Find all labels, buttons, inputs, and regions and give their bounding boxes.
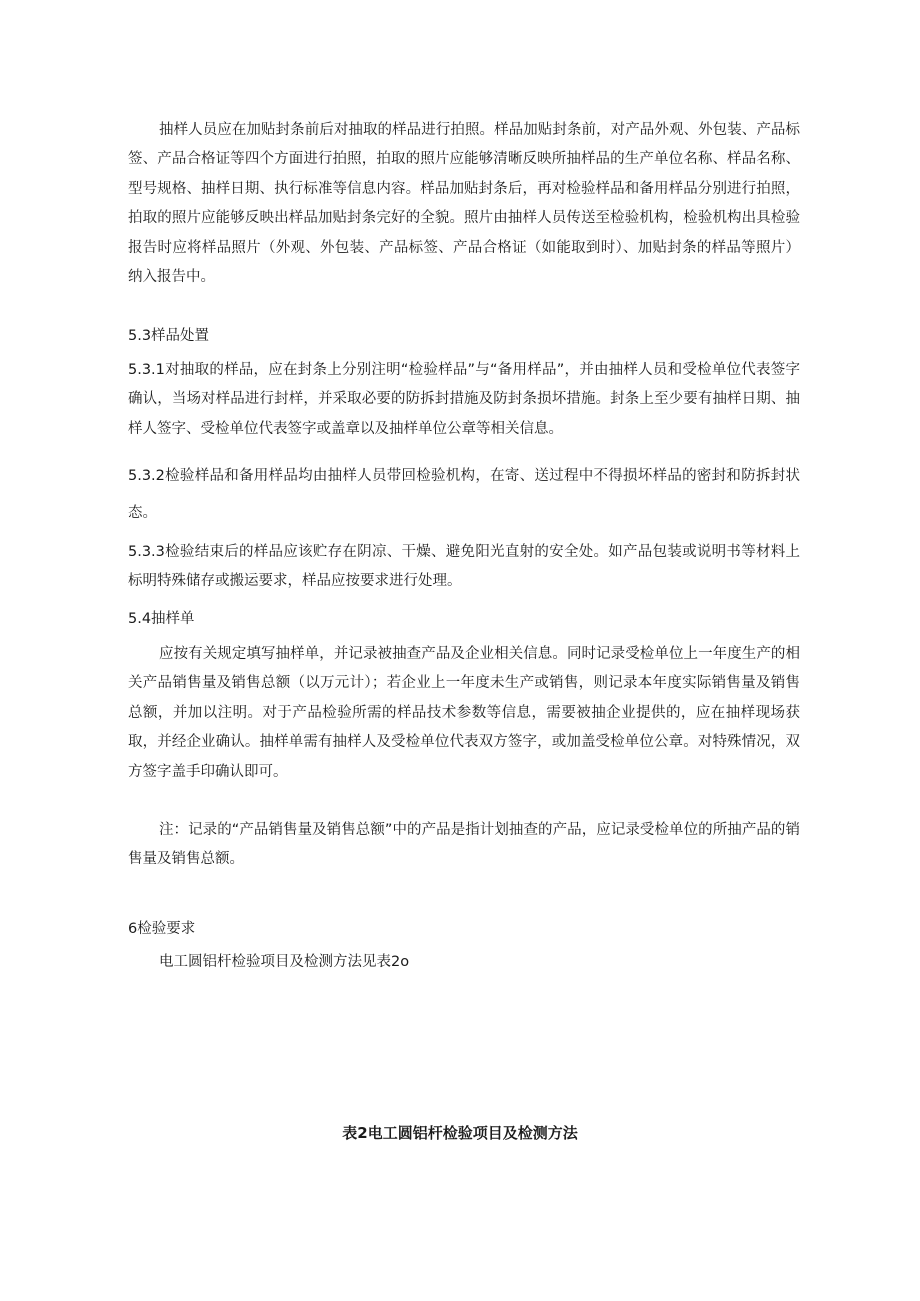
paragraph-6: 电工圆铝杆检验项目及检测方法见表2o (159, 954, 410, 970)
section-heading-5-4: 5.4抽样单 (128, 611, 195, 627)
section-heading-6: 6检验要求 (128, 921, 196, 937)
photo-paragraph: 抽样人员应在加贴封条前后对抽取的样品进行拍照。样品加贴封条前，对产品外观、外包装、产品标签、产品合格证等四个方面进行拍照，拍取的照片应能够清晰反映所抽样品的生产单位名称、样品名称、型号规格、抽样日期、执行标准等信息内容。样品加贴封条后，再对检验样品和备用样品分别进行拍照，拍取的照片应能够反映出样品加贴封条完好的全貌。照片由抽样人员传送至检验机构，检验机构出具检验报告时应将样品照片（外观、外包装、产品标签、产品合格证（如能取到时）、加贴封条的样品等照片）纳入报告中。 (128, 122, 800, 286)
paragraph-5-3-1: 5.3.1对抽取的样品，应在封条上分别注明“检验样品”与“备用样品”，并由抽样人员和受检单位代表签字确认，当场对样品进行封样，并采取必要的防拆封措施及防封条损坏措施。封条上至少要有抽样日期、抽样人签字、受检单位代表签字或盖章以及抽样单位公章等相关信息。 (128, 362, 800, 437)
note-paragraph: 注：记录的“产品销售量及销售总额”中的产品是指计划抽查的产品，应记录受检单位的所抽产品的销售量及销售总额。 (128, 822, 800, 868)
paragraph-5-4: 应按有关规定填写抽样单，并记录被抽查产品及企业相关信息。同时记录受检单位上一年度生产的相关产品销售量及销售总额（以万元计）；若企业上一年度未生产或销售，则记录本年度实际销售量及销售总额，并加以注明。对于产品检验所需的样品技术参数等信息，需要被抽企业提供的，应在抽样现场获取，并经企业确认。抽样单需有抽样人及受检单位代表双方签字，或加盖受检单位公章。对特殊情况，双方签字盖手印确认即可。 (128, 646, 800, 780)
paragraph-5-3-3: 5.3.3检验结束后的样品应该贮存在阴凉、干燥、避免阳光直射的安全处。如产品包装或说明书等材料上标明特殊储存或搬运要求，样品应按要求进行处理。 (128, 544, 800, 590)
paragraph-5-3-2: 5.3.2检验样品和备用样品均由抽样人员带回检验机构，在寄、送过程中不得损坏样品的密封和防拆封状态。 (128, 468, 800, 521)
table-title: 表2电工圆铝杆检验项目及检测方法 (342, 1124, 578, 1142)
section-heading-5-3: 5.3样品处置 (128, 328, 210, 344)
